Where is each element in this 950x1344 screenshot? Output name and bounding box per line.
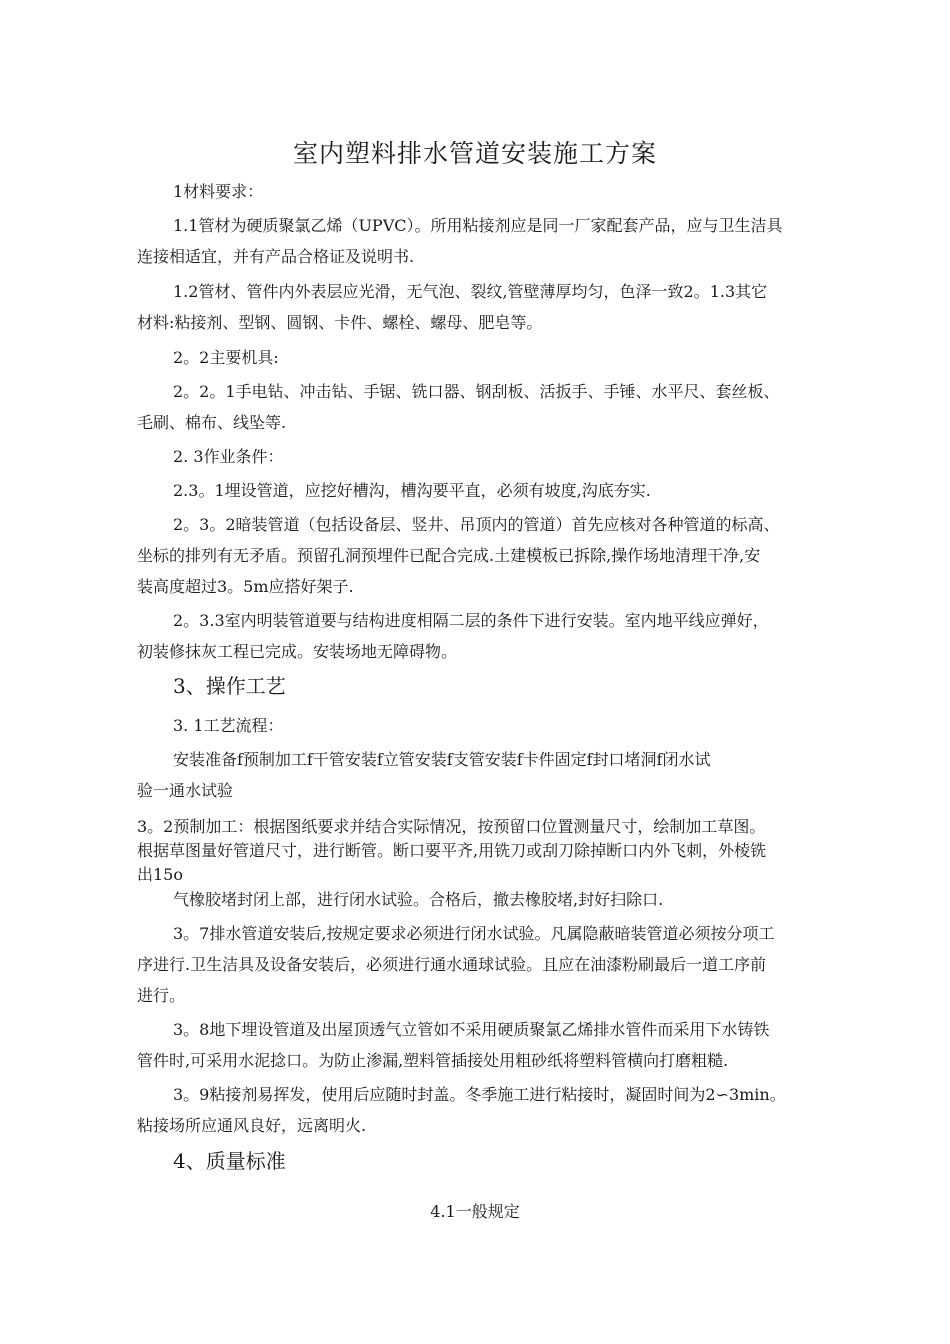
paragraph-line: 初装修抹灰工程已完成。安装场地无障碍物。 (137, 642, 458, 661)
paragraph-line: 2.3。1埋设管道，应挖好槽沟，槽沟要平直，必须有坡度,沟底夯实. (173, 481, 651, 500)
paragraph-line: 1材料要求： (173, 182, 264, 201)
paragraph-line: 序进行.卫生洁具及设备安装后，必须进行通水通球试验。且应在油漆粉刷最后一道工序前 (137, 955, 767, 974)
paragraph-line: 1.2管材、管件内外表层应光滑，无气泡、裂纹,管壁薄厚均匀，色泽一致2。1.3其它 (173, 282, 768, 301)
paragraph-line: 气橡胶堵封闭上部，进行闭水试验。合格后，撤去橡胶堵,封好扫除口. (173, 890, 664, 909)
section-heading: 3、操作工艺 (173, 674, 286, 698)
paragraph-line: 出15o (137, 865, 183, 884)
paragraph-line: 3。2预制加工：根据图纸要求并结合实际情况，按预留口位置测量尺寸，绘制加工草图。 (137, 817, 766, 836)
paragraph-line: 验一通水试验 (137, 781, 234, 800)
paragraph-line: 根据草图量好管道尺寸，进行断管。断口要平齐,用铣刀或刮刀除掉断口内外飞刺，外棱铣 (137, 841, 767, 860)
paragraph-line: 坐标的排列有无矛盾。预留孔洞预埋件已配合完成.土建模板已拆除,操作场地清理干净,安 (137, 546, 761, 565)
paragraph-line: 安装准备f预制加工f干管安装f立管安装f支管安装f卡件固定f封口堵洞f闭水试 (173, 750, 711, 769)
paragraph-line: 装高度超过3。5m应搭好架子. (137, 577, 354, 596)
paragraph-line: 材料:粘接剂、型钢、圆钢、卡件、螺栓、螺母、肥皂等。 (137, 313, 543, 332)
paragraph-line: 进行。 (137, 986, 186, 1005)
paragraph-line: 3. 1工艺流程： (173, 716, 284, 735)
section-heading: 4、质量标准 (173, 1149, 286, 1173)
paragraph-line: 2。3。2暗装管道（包括设备层、竖井、吊顶内的管道）首先应核对各种管道的标高、 (173, 515, 780, 534)
paragraph-line: 管件时,可采用水泥捻口。为防止渗漏,塑料管插接处用粗砂纸将塑料管横向打磨粗糙. (137, 1051, 729, 1070)
paragraph-line: 3。7排水管道安装后,按规定要求必须进行闭水试验。凡属隐蔽暗装管道必须按分项工 (173, 924, 775, 943)
paragraph-line: 毛刷、棉布、线坠等. (137, 413, 287, 432)
paragraph-line: 1.1管材为硬质聚氯乙烯（UPVC）。所用粘接剂应是同一厂家配套产品，应与卫生洁具 (173, 216, 783, 235)
paragraph-line: 2。2主要机具: (173, 348, 279, 367)
paragraph-line: 2。3.3室内明装管道要与结构进度相隔二层的条件下进行安装。室内地平线应弹好， (173, 611, 769, 630)
paragraph-line: 3。8地下埋设管道及出屋顶透气立管如不采用硬质聚氯乙烯排水管件而采用下水铸铁 (173, 1020, 770, 1039)
document-title: 室内塑料排水管道安装施工方案 (292, 139, 657, 168)
paragraph-line: 2. 3作业条件： (173, 447, 284, 466)
paragraph-line: 粘接场所应通风良好，远离明火. (137, 1116, 367, 1135)
paragraph-line: 3。9粘接剂易挥发，使用后应随时封盖。冬季施工进行粘接时，凝固时间为2∽3min。 (173, 1085, 786, 1104)
subsection-heading: 4.1一般规定 (430, 1202, 520, 1221)
paragraph-line: 2。2。1手电钻、冲击钻、手锯、铣口器、钢刮板、活扳手、手锤、水平尺、套丝板、 (173, 382, 780, 401)
paragraph-line: 连接相适宜，并有产品合格证及说明书. (137, 247, 415, 266)
